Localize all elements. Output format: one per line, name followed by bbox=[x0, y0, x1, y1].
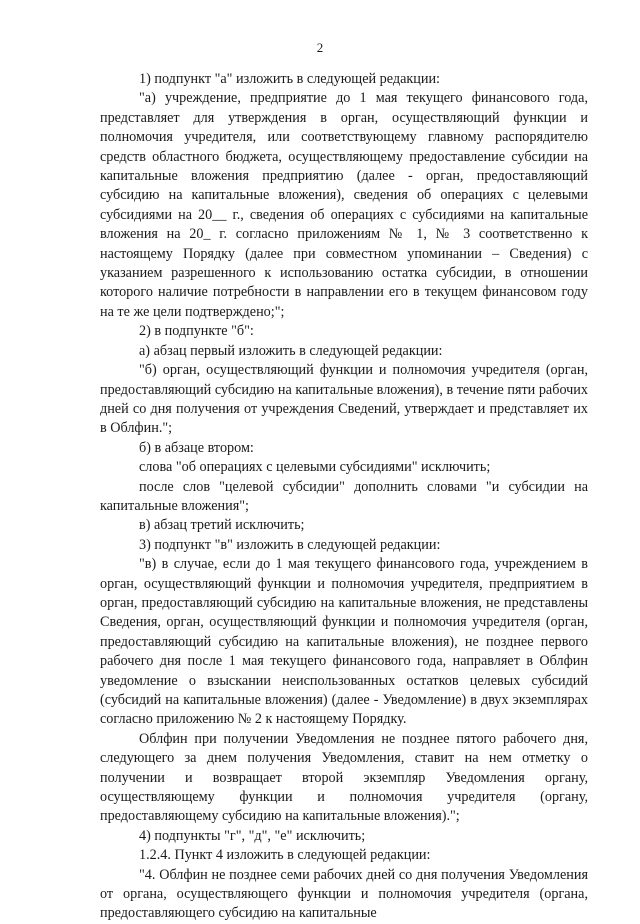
paragraph-subitem-v-intro: 3) подпункт "в" изложить в следующей редакции: bbox=[139, 536, 441, 553]
paragraph-subitem-a-text: "а) учреждение, предприятие до 1 мая текущего финансового года, представляет для утверждения в орган, осуществляющий функции и полномочия учредителя, или соответствующему главному распорядителю средств областного бюджета, осуществляющему предоставление субсидии на капитальные вложения предприятию (далее - орган, предоставляющий субсидию на капитальные вложения), сведения об операциях с целевыми субсидиями на 20__ г., сведения об операциях с субсидиями на капитальные вложения на 20_ г. согласно приложениям № 1, № 3 соответственно к настоящему Порядку (далее при совместном упоминании – Сведения) с указанием разрешенного к использованию остатка субсидии, в отношении которого наличие потребности в направлении его в текущем финансовом году на те же цели подтверждено;"; bbox=[100, 90, 588, 320]
paragraph-subitem-b-intro: 2) в подпункте "б": bbox=[139, 323, 254, 340]
document-body bbox=[100, 70, 588, 924]
paragraph-1-2-4: 1.2.4. Пункт 4 изложить в следующей редакции: bbox=[139, 847, 431, 864]
paragraph-subitems-exclude: 4) подпункты "г", "д", "е" исключить; bbox=[139, 827, 366, 844]
paragraph-subitem-v-text: "в) в случае, если до 1 мая текущего финансового года, учреждением в орган, осуществляющий функции и полномочия учредителя, предприятием в орган, предоставляющий субсидию на капитальные вложения, не представлены Сведения, орган, осуществляющий функции и полномочия учредителя (орган, предоставляющий субсидию на капитальные вложения), не позднее первого рабочего дня после 1 мая текущего финансового года, направляет в Облфин уведомление о взыскании неиспользованных остатков целевых субсидий (субсидий на капитальные вложения) (далее - Уведомление) в двух экземплярах согласно приложению № 2 к настоящему Порядку. bbox=[100, 556, 588, 728]
paragraph-words-exclude: слова "об операциях с целевыми субсидиями" исключить; bbox=[139, 459, 491, 476]
page-number: 2 bbox=[316, 40, 324, 55]
paragraph-b-first-abzac: а) абзац первый изложить в следующей редакции: bbox=[139, 342, 443, 359]
paragraph-subitem-a-intro: 1) подпункт "а" изложить в следующей редакции: bbox=[139, 71, 440, 87]
paragraph-after-words: после слов "целевой субсидии" дополнить словами "и субсидии на капитальные вложения"; bbox=[100, 478, 588, 514]
paragraph-b-second-abzac: б) в абзаце втором: bbox=[139, 439, 254, 456]
paragraph-third-abzac: в) абзац третий исключить; bbox=[139, 517, 305, 534]
paragraph-b-text: "б) орган, осуществляющий функции и полномочия учредителя (орган, предоставляющий субсидию на капитальные вложения), в течение пяти рабочих дней со дня получения от учреждения Сведений, утверждает и представляет их в Облфин."; bbox=[100, 362, 588, 437]
paragraph-point-4-text: "4. Облфин не позднее семи рабочих дней со дня получения Уведомления от органа, осуществляющего функции и полномочия учредителя (органа, предоставляющего субсидию на капитальные bbox=[100, 866, 588, 922]
paragraph-oblfin-notice: Облфин при получении Уведомления не позднее пятого рабочего дня, следующего за днем получения Уведомления, ставит на нем отметку о получении и возвращает второй экземпляр Уведомления органу, осуществляющему функции и полномочия учредителя (органу, предоставляющему субсидию на капитальные вложения)."; bbox=[100, 730, 588, 825]
